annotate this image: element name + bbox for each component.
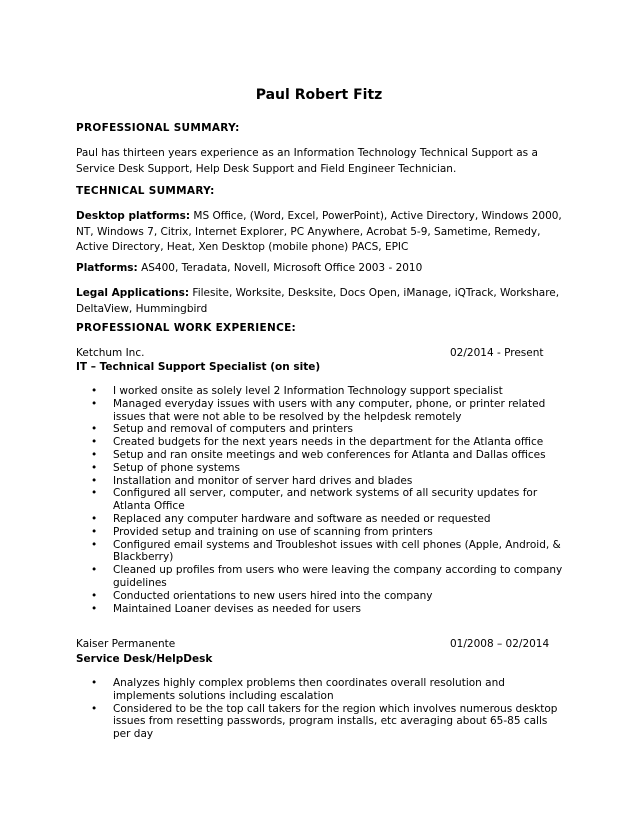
list-item xyxy=(76,539,568,565)
bullet-icon: • xyxy=(91,564,98,577)
technical-summary-heading: TECHNICAL SUMMARY: xyxy=(76,185,215,197)
job-company: Kaiser Permanente xyxy=(76,638,176,650)
list-item xyxy=(76,487,568,513)
job-dates: 02/2014 - Present xyxy=(450,347,544,359)
resume-name: Paul Robert Fitz xyxy=(255,87,383,103)
list-item xyxy=(76,462,568,475)
list-item xyxy=(76,475,568,488)
list-item xyxy=(76,703,568,741)
bullet-icon: • xyxy=(91,397,98,410)
desktop-platforms-paragraph xyxy=(76,209,568,256)
list-item-text: Setup of phone systems xyxy=(113,461,240,474)
list-item xyxy=(76,385,568,398)
professional-summary-text: Paul has thirteen years experience as an Information Technology Technical Support as a Service Desk Support, Help Desk Support and Field Engineer Technician. xyxy=(76,147,538,175)
job-title: Service Desk/HelpDesk xyxy=(76,653,213,665)
list-item-text: Configured all server, computer, and network systems of all security updates for Atlanta Office xyxy=(113,487,538,513)
list-item-text: Installation and monitor of server hard drives and blades xyxy=(113,474,413,487)
bullet-icon: • xyxy=(91,702,98,715)
list-item xyxy=(76,564,568,590)
bullet-icon: • xyxy=(91,448,98,461)
bullet-icon: • xyxy=(91,487,98,500)
bullet-icon: • xyxy=(91,677,98,689)
list-item-text: Provided setup and training on use of scanning from printers xyxy=(113,525,433,538)
list-item xyxy=(76,423,568,436)
job-bullet-list xyxy=(76,385,568,615)
desktop-platforms-text: MS Office, (Word, Excel, PowerPoint), Active Directory, Windows 2000, NT, Windows 7, Citrix, Internet Explorer, PC Anywhere, Acrobat 5-9, Sametime, Remedy, Active Directory, Heat, Xen Desktop (mobile phone) PACS, EPIC xyxy=(76,210,562,253)
work-experience-heading: PROFESSIONAL WORK EXPERIENCE: xyxy=(76,322,297,334)
platforms-label: Platforms: xyxy=(76,262,138,274)
list-item xyxy=(76,677,568,703)
platforms-paragraph xyxy=(76,261,568,277)
bullet-icon: • xyxy=(91,589,98,602)
list-item-text: Created budgets for the next years needs in the department for the Atlanta office xyxy=(113,436,544,449)
list-item-text: Maintained Loaner devises as needed for users xyxy=(113,602,362,615)
bullet-icon: • xyxy=(91,512,98,525)
list-item xyxy=(76,436,568,449)
list-item xyxy=(76,398,568,424)
list-item xyxy=(76,603,568,616)
list-item-text: Cleaned up profiles from users who were leaving the company according to company guidelines xyxy=(113,564,563,589)
job-bullet-list xyxy=(76,677,568,741)
list-item-text: Setup and ran onsite meetings and web conferences for Atlanta and Dallas offices xyxy=(113,448,546,461)
list-item-text: Configured email systems and Troubleshot issues with cell phones (Apple, Android, & Blackberry) xyxy=(113,538,561,564)
bullet-icon: • xyxy=(91,474,98,487)
professional-summary-heading: PROFESSIONAL SUMMARY: xyxy=(76,122,240,134)
legal-applications-label: Legal Applications: xyxy=(76,287,190,299)
list-item-text: Conducted orientations to new users hired into the company xyxy=(113,589,433,602)
job-dates: 01/2008 – 02/2014 xyxy=(450,638,550,650)
list-item-text: Replaced any computer hardware and software as needed or requested xyxy=(113,512,491,525)
list-item-text: Managed everyday issues with users with any computer, phone, or printer related issues that were not able to be resolved by the helpdesk remotely xyxy=(113,397,546,423)
bullet-icon: • xyxy=(91,436,98,449)
list-item xyxy=(76,590,568,603)
list-item xyxy=(76,449,568,462)
list-item xyxy=(76,526,568,539)
job-title: IT – Technical Support Specialist (on site) xyxy=(76,361,321,373)
bullet-icon: • xyxy=(91,461,98,474)
bullet-icon: • xyxy=(91,385,98,397)
list-item-text: Considered to be the top call takers for the region which involves numerous desktop issues from resetting passwords, program installs, etc averaging about 65-85 calls per day xyxy=(113,702,558,741)
bullet-icon: • xyxy=(91,602,98,615)
list-item-text: Analyzes highly complex problems then coordinates overall resolution and implements solutions including escalation xyxy=(113,677,505,702)
legal-applications-text: Filesite, Worksite, Desksite, Docs Open, iManage, iQTrack, Workshare, DeltaView, Hummingbird xyxy=(76,287,560,315)
platforms-text: AS400, Teradata, Novell, Microsoft Office 2003 - 2010 xyxy=(137,262,423,274)
bullet-icon: • xyxy=(91,423,98,436)
list-item-text: Setup and removal of computers and printers xyxy=(113,423,354,436)
bullet-icon: • xyxy=(91,525,98,538)
desktop-platforms-label: Desktop platforms: xyxy=(76,210,191,222)
list-item xyxy=(76,513,568,526)
legal-applications-paragraph xyxy=(76,286,568,317)
list-item-text: I worked onsite as solely level 2 Information Technology support specialist xyxy=(113,385,503,397)
bullet-icon: • xyxy=(91,538,98,551)
job-company: Ketchum Inc. xyxy=(76,347,145,359)
